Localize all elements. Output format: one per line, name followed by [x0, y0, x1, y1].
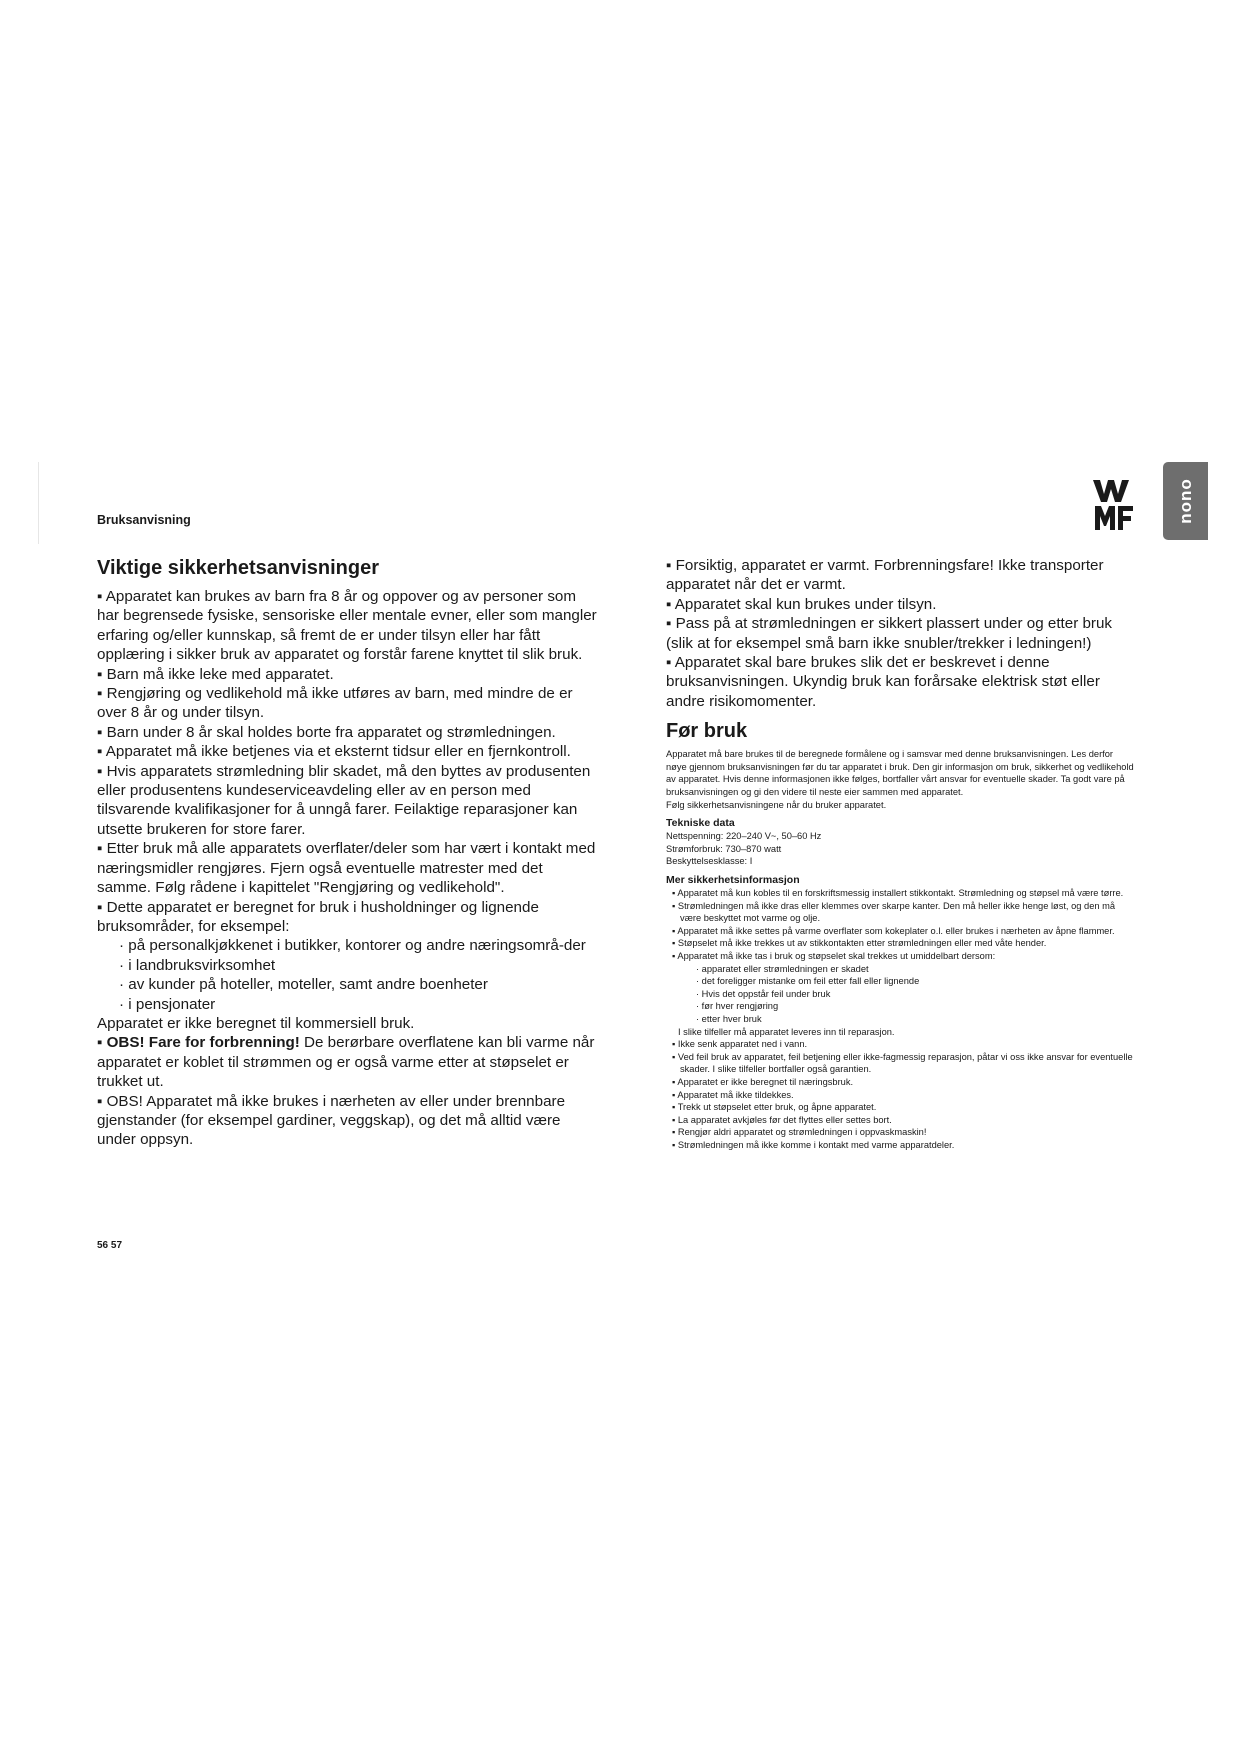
obs-burn-warning — [97, 1033, 597, 1091]
wmf-logo — [1093, 480, 1135, 532]
header-label: Bruksanvisning — [97, 513, 191, 527]
condition-item: · apparatet eller strømledningen er skadet — [696, 963, 869, 974]
right-column — [666, 556, 1136, 1151]
condition-item: · etter hver bruk — [696, 1013, 762, 1024]
page-numbers: 56 57 — [97, 1240, 123, 1251]
final-safety-item: ▪ Apparatet må ikke tildekkes. — [672, 1089, 794, 1100]
safety-item-cont: ▪ Apparatet skal kun brukes under tilsyn. — [666, 595, 937, 613]
not-commercial-note: Apparatet er ikke beregnet til kommersiell bruk. — [97, 1014, 415, 1032]
before-use-title: Før bruk — [666, 720, 748, 743]
final-safety-item: ▪ Strømledningen må ikke komme i kontakt med varme apparatdeler. — [672, 1139, 955, 1150]
example-item: · i landbruksvirksomhet — [119, 956, 276, 974]
condition-item: · Hvis det oppstår feil under bruk — [696, 988, 831, 999]
safety-item: ▪ Barn må ikke leke med apparatet. — [97, 665, 334, 683]
obs-flammable-warning: ▪ OBS! Apparatet må ikke brukes i nærheten av eller under brennbare gjenstander (for eksempel gardiner, veggskap), og det må alltid være under oppsyn. — [97, 1092, 566, 1149]
tech-data-row: Beskyttelsesklasse: I — [666, 856, 753, 867]
final-safety-item: ▪ Rengjør aldri apparatet og strømledningen i oppvaskmaskin! — [672, 1127, 927, 1138]
example-item: · i pensjonater — [119, 995, 216, 1013]
safety-item-cont: ▪ Pass på at strømledningen er sikkert plassert under og etter bruk (slik at for eksempel små barn ikke snubler/trekker i ledningen!) — [666, 615, 1113, 652]
tech-data-row: Nettspenning: 220–240 V~, 50–60 Hz — [666, 831, 822, 842]
safety-item: ▪ Hvis apparatets strømledning blir skadet, må den byttes av produsenten eller produsentens kundeserviceavdeling eller av en person med tilsvarende kvalifikasjoner for å unngå farer. Feilaktige reparasjoner kan utsette brukeren for store farer. — [97, 762, 591, 838]
language-tab[interactable] — [1163, 462, 1208, 540]
obs-burn-heading: ▪ OBS! Fare for forbrenning! — [97, 1034, 300, 1052]
safety-item: ▪ Dette apparatet er beregnet for bruk i husholdninger og lignende bruksområder, for eksempel: — [97, 898, 539, 935]
final-safety-item: ▪ Apparatet er ikke beregnet til næringsbruk. — [672, 1076, 854, 1087]
more-safety-title: Mer sikkerhetsinformasjon — [666, 874, 800, 886]
condition-item: · før hver rengjøring — [696, 1001, 779, 1012]
obs-burn-text: De berørbare overflatene kan bli varme når apparatet er koblet til strømmen og er også varme etter at støpselet er trukket ut. — [97, 1034, 595, 1091]
safety-item: ▪ Rengjøring og vedlikehold må ikke utføres av barn, med mindre de er over 8 år og under tilsyn. — [97, 685, 573, 722]
final-safety-item: ▪ Ikke senk apparatet ned i vann. — [672, 1039, 808, 1050]
margin-line — [38, 462, 39, 544]
safety-item: ▪ Apparatet må ikke betjenes via et eksternt tidsur eller en fjernkontroll. — [97, 743, 571, 761]
tech-data-row: Strømforbruk: 730–870 watt — [666, 843, 782, 854]
safety-item: ▪ Barn under 8 år skal holdes borte fra apparatet og strømledningen. — [97, 723, 556, 741]
example-item: · på personalkjøkkenet i butikker, kontorer og andre næringsområ-der — [119, 937, 586, 955]
before-use-follow: Følg sikkerhetsanvisningene når du bruker apparatet. — [666, 799, 887, 810]
safety-item: ▪ Etter bruk må alle apparatets overflater/deler som har vært i kontakt med næringsmidler rengjøres. Fjern også eventuelle matrester med det samme. Følg rådene i kapittelet "Rengjøring og vedlikehold". — [97, 840, 596, 897]
final-safety-item: ▪ La apparatet avkjøles før det flyttes eller settes bort. — [672, 1114, 892, 1125]
safety-item-cont: ▪ Apparatet skal bare brukes slik det er beskrevet i denne bruksanvisningen. Ukyndig bruk kan forårsake elektrisk støt eller andre risikomomenter. — [666, 654, 1100, 710]
more-safety-item: ▪ Strømledningen må ikke dras eller klemmes over skarpe kanter. Den må heller ikke henge løst, og den må være beskyttet mot varme og olje. — [672, 900, 1116, 924]
safety-item-cont: ▪ Forsiktig, apparatet er varmt. Forbrenningsfare! Ikke transporter apparatet når det er varmt. — [666, 557, 1104, 594]
tech-data-title: Tekniske data — [666, 817, 735, 830]
language-tab-label: nono — [1175, 478, 1195, 524]
more-safety-item: ▪ Apparatet må ikke settes på varme overflater som kokeplater o.l. eller brukes i nærheten av åpne flammer. — [672, 925, 1115, 936]
left-column — [97, 556, 597, 1150]
more-safety-item: ▪ Apparatet må kun kobles til en forskriftsmessig installert stikkontakt. Strømledning og støpsel må være tørre. — [672, 888, 1124, 898]
safety-item: ▪ Apparatet kan brukes av barn fra 8 år og oppover og av personer som har begrensede fysiske, sensoriske eller mentale evner, eller som mangler erfaring og/eller kunnskap, så fremt de er under tilsyn eller har fått opplæring i sikker bruk av apparatet og forstår farene knyttet til slik bruk. — [97, 588, 597, 664]
more-safety-item: ▪ Apparatet må ikke tas i bruk og støpselet skal trekkes ut umiddelbart dersom: — [672, 950, 996, 961]
final-safety-item: ▪ Ved feil bruk av apparatet, feil betjening eller ikke-fagmessig reparasjon, påtar vi oss ikke ansvar for eventuelle skader. I slike tilfeller bortfaller også garantien. — [672, 1051, 1133, 1075]
condition-item: · det foreligger mistanke om feil etter fall eller lignende — [696, 976, 920, 987]
final-safety-item: ▪ Trekk ut støpselet etter bruk, og åpne apparatet. — [672, 1102, 877, 1113]
repair-note: I slike tilfeller må apparatet leveres inn til reparasjon. — [678, 1026, 895, 1037]
example-item: · av kunder på hoteller, moteller, samt andre boenheter — [119, 976, 488, 994]
before-use-intro: Apparatet må bare brukes til de beregnede formålene og i samsvar med denne bruksanvisningen. Les derfor nøye gjennom bruksanvisningen før du tar apparatet i bruk. Den gir informasjon om bruk, sikkerhet og vedlikehold av apparatet. Hvis denne informasjonen ikke følges, bortfaller vårt ansvar for eventuelle skader. Ta godt vare på bruksanvisningen og gi den videre til neste eier sammen med apparatet. — [666, 749, 1134, 798]
safety-title: Viktige sikkerhetsanvisninger — [97, 557, 379, 579]
more-safety-item: ▪ Støpselet må ikke trekkes ut av stikkontakten etter strømledningen eller med våte hender. — [672, 938, 1047, 949]
